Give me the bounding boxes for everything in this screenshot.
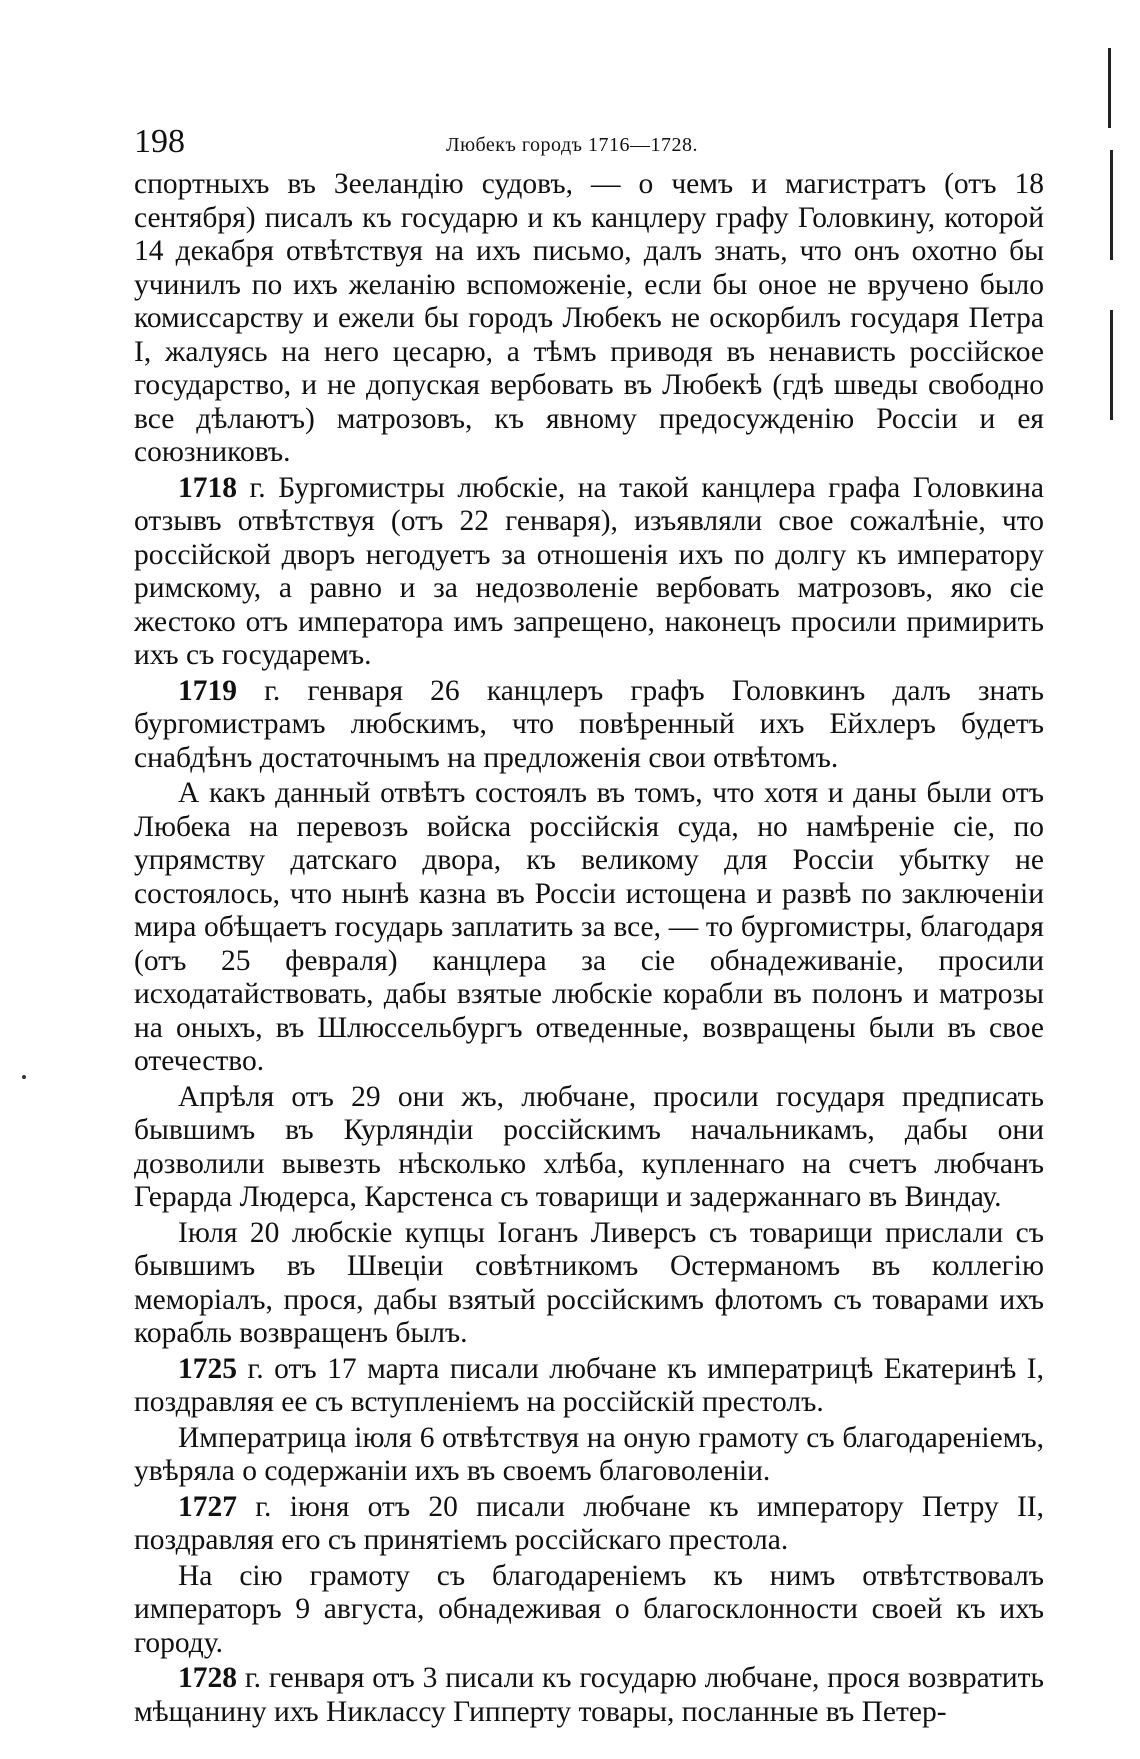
- paragraph: [134, 472, 1044, 673]
- paragraph-text: г. Бургомистры любскіе, на такой канцлера графа Головкина отзывъ отвѣтствуя (отъ 22 генваря), изъявляли свое сожалѣніе, что россійской дворъ негодуетъ за отношенія ихъ по долгу къ императору римскому, а равно и за недозволеніе вербовать матрозовъ, яко сіе жестоко отъ императора имъ запрещено, наконецъ просили примирить ихъ съ государемъ.: [134, 471, 1044, 671]
- paragraph-year: 1725: [178, 1352, 237, 1385]
- paragraph-text: г. генваря отъ 3 писали къ государю любчане, прося возвратить мѣщанину ихъ Никлассу Гипперту товары, посланные въ Петер-: [134, 1662, 1044, 1728]
- paragraph-text: Іюля 20 любскіе купцы Іоганъ Ливерсъ съ товарищи прислали съ бывшимъ въ Швеціи совѣтникомъ Остерманомъ въ коллегію меморіалъ, прося, дабы взятый россійскимъ флотомъ съ товарами ихъ корабль возвращенъ былъ.: [134, 1216, 1044, 1349]
- paragraph-text: Апрѣля отъ 29 они жъ, любчане, просили государя предписать бывшимъ въ Курляндіи россійскимъ начальникамъ, дабы они дозволили вывезть нѣсколько хлѣба, купленнаго на счетъ любчанъ Герарда Людерса, Карстенса съ товарищи и задержаннаго въ Виндау.: [134, 1080, 1044, 1213]
- page-body: [134, 168, 1044, 1731]
- paragraph-text: На сію грамоту съ благодареніемъ къ нимъ отвѣтствовалъ императоръ 9 августа, обнадеживая о благосклонности своей къ ихъ городу.: [134, 1559, 1044, 1659]
- paragraph-year: 1719: [178, 674, 237, 707]
- scan-edge-mark: [1110, 310, 1113, 420]
- paragraph: [134, 1491, 1044, 1558]
- paragraph-year: 1718: [178, 471, 237, 504]
- paragraph-text: спортныхъ въ Зееландію судовъ, — о чемъ и магистратъ (отъ 18 сентября) писалъ къ государю и къ канцлеру графу Головкину, которой 14 декабря отвѣтствуя на ихъ письмо, далъ знать, что онъ охотно бы учинилъ по ихъ желанію вспоможеніе, если бы оное не вручено было комиссарству и ежели бы городъ Любекъ не оскорбилъ государя Петра I, жалуясь на него цесарю, а тѣмъ приводя въ ненависть россійское государство, и не допуская вербовать въ Любекѣ (гдѣ шведы свободно все дѣлаютъ) матрозовъ, къ явному предосужденію Россіи и ея союзниковъ.: [134, 168, 1044, 468]
- paragraph: [134, 1662, 1044, 1729]
- paragraph-text: Императрица іюля 6 отвѣтствуя на оную грамоту съ благодареніемъ, увѣряла о содержаніи ихъ въ своемъ благоволеніи.: [134, 1421, 1044, 1487]
- paragraph: [134, 1560, 1044, 1661]
- paragraph: [134, 168, 1044, 470]
- paragraph-text: г. генваря 26 канцлеръ графъ Головкинъ далъ знать бургомистрамъ любскимъ, что повѣренный ихъ Ейхлеръ будетъ снабдѣнъ достаточнымъ на предложенія свои отвѣтомъ.: [134, 674, 1044, 774]
- paragraph: [134, 1081, 1044, 1215]
- paragraph-text: г. отъ 17 марта писали любчане къ императрицѣ Екатеринѣ I, поздравляя ее съ вступленіемъ на россійскій престолъ.: [134, 1352, 1044, 1418]
- running-head: Любекъ городъ 1716—1728.: [446, 134, 698, 156]
- paragraph-text: А какъ данный отвѣтъ состоялъ въ томъ, что хотя и даны были отъ Любека на перевозъ войска россійскія суда, но намѣреніе сіе, по упрямству датскаго двора, къ великому для Россіи убытку не состоялось, что нынѣ казна въ Россіи истощена и развѣ по заключеніи мира обѣщаетъ государь заплатить за все, — то бургомистры, благодаря (отъ 25 февраля) канцлера за сіе обнадеживаніе, просили исходатайствовать, дабы взятые любскіе корабли въ полонъ и матрозы на оныхъ, въ Шлюссельбургъ отведенные, возвращены были въ свое отечество.: [134, 777, 1044, 1077]
- paragraph: [134, 675, 1044, 776]
- page-header: [134, 122, 1044, 162]
- paragraph: [134, 1217, 1044, 1351]
- paragraph-year: 1727: [178, 1490, 237, 1523]
- paragraph-year: 1728: [178, 1662, 237, 1694]
- scan-edge-mark: [1110, 150, 1113, 260]
- paragraph-text: г. іюня отъ 20 писали любчане къ императору Петру II, поздравляя его съ принятіемъ россійскаго престола.: [134, 1490, 1044, 1556]
- paragraph: [134, 777, 1044, 1079]
- scan-speck: [22, 1075, 26, 1079]
- page-number: 198: [134, 123, 185, 160]
- paragraph: [134, 1422, 1044, 1489]
- scan-edge-mark: [1108, 48, 1111, 128]
- paragraph: [134, 1353, 1044, 1420]
